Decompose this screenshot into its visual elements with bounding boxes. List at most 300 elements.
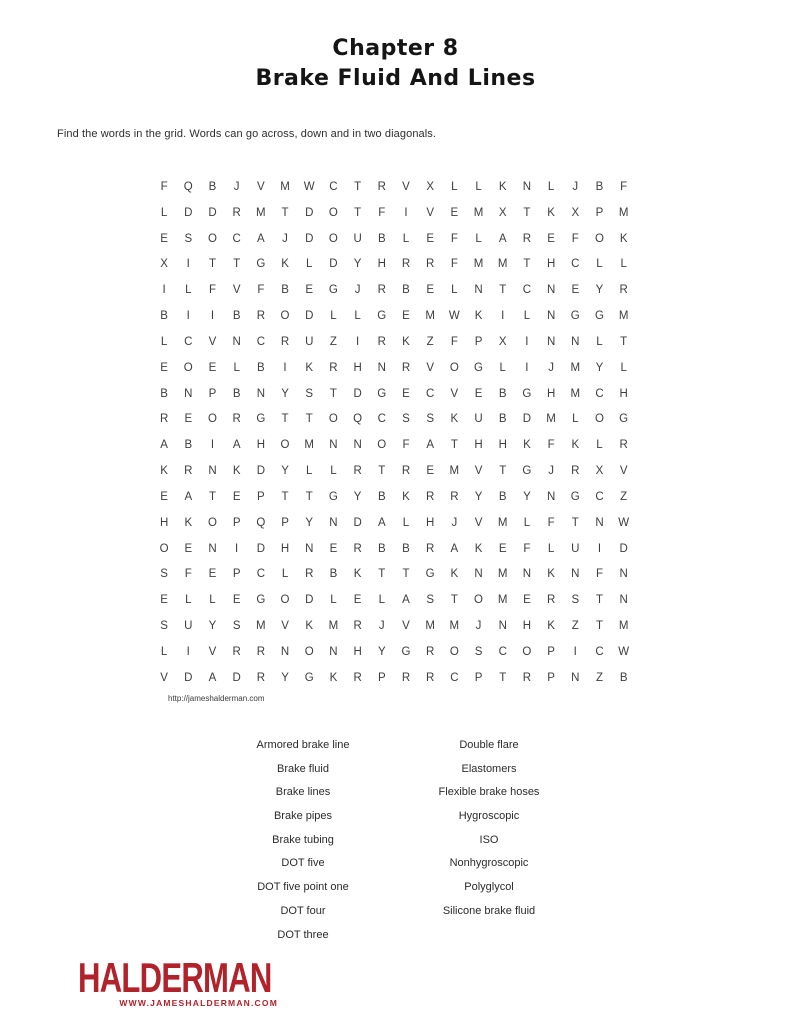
grid-cell: K [329,671,338,684]
grid-cell: C [571,258,580,271]
grid-cell: F [450,335,458,348]
grid-cell: N [256,387,265,400]
grid-cell: N [571,568,580,581]
grid-cell: I [186,645,190,658]
grid-cell: F [523,542,531,555]
grid-cell: G [377,387,387,400]
grid-cell: B [281,284,289,297]
grid-cell: I [355,335,360,348]
word-list-item: Brake pipes [273,810,333,823]
grid-cell: G [328,490,338,503]
grid-cell: N [208,465,217,478]
grid-cell: K [160,465,168,478]
grid-cell: H [159,516,169,529]
grid-cell: O [183,361,193,374]
grid-cell: A [450,542,459,555]
grid-cell: G [256,413,266,426]
grid-cell: R [353,542,362,555]
grid-cell: R [184,465,193,478]
grid-cell: L [402,516,410,529]
grid-cell: J [451,516,458,529]
grid-cell: E [305,284,314,297]
grid-cell: G [522,387,532,400]
grid-cell: L [330,465,337,478]
grid-cell: I [597,542,602,555]
grid-cell: A [498,232,507,245]
grid-cell: R [353,671,362,684]
grid-cell: S [305,387,314,400]
grid-cell: T [499,284,507,297]
grid-cell: K [232,465,241,478]
grid-cell: D [305,232,314,245]
grid-cell: M [280,180,290,193]
grid-cell: Y [595,284,604,297]
grid-cell: P [208,387,217,400]
word-list-item: Double flare [459,739,519,751]
grid-cell: K [498,180,507,193]
grid-cell: N [474,284,483,297]
grid-cell: L [185,284,192,297]
grid-cell: K [571,439,580,452]
grid-cell: O [207,413,217,426]
grid-cell: R [426,490,435,503]
grid-cell: R [522,671,532,684]
grid-cell: M [304,439,315,452]
grid-cell: M [618,206,629,219]
grid-cell: R [377,180,386,193]
grid-cell: Y [523,490,531,503]
grid-cell: Y [353,490,362,503]
grid-cell: D [353,387,362,400]
grid-cell: F [208,284,216,297]
grid-cell: C [522,284,532,297]
grid-cell: J [572,180,579,193]
grid-cell: G [256,594,266,607]
grid-cell: H [498,439,507,452]
grid-cell: A [232,439,241,452]
grid-cell: L [523,516,531,529]
grid-cell: K [450,413,459,426]
grid-cell: S [474,645,483,658]
grid-cell: O [328,206,338,219]
grid-cell: E [450,206,459,219]
grid-cell: X [498,206,507,219]
grid-cell: H [353,361,362,374]
grid-cell: N [522,180,532,193]
grid-cell: C [256,568,265,581]
grid-cell: L [209,594,216,607]
grid-cell: O [377,439,387,452]
grid-cell: J [282,232,288,245]
grid-cell: Y [281,387,289,400]
grid-cell: I [525,335,529,348]
grid-cell: P [232,516,241,529]
grid-cell: N [184,387,193,400]
grid-cell: X [595,465,604,478]
grid-cell: K [547,568,555,581]
grid-cell: V [474,516,483,529]
grid-cell: R [353,465,362,478]
grid-cell: O [280,310,290,323]
grid-cell: Z [426,335,434,348]
grid-cell: N [619,594,628,607]
grid-cell: N [571,335,580,348]
grid-cell: G [377,310,387,323]
grid-cell: O [280,439,290,452]
grid-cell: F [620,180,628,193]
grid-cell: A [257,232,265,245]
grid-cell: X [160,258,168,271]
grid-cell: R [426,258,435,271]
grid-cell: T [378,568,386,581]
grid-cell: R [426,671,435,684]
grid-cell: N [280,645,290,658]
grid-cell: N [571,671,580,684]
grid-cell: R [546,594,556,607]
grid-cell: T [595,594,603,607]
grid-cell: D [329,258,338,271]
grid-cell: T [571,516,579,529]
grid-cell: M [425,619,435,632]
grid-cell: J [354,284,361,297]
grid-cell: N [377,361,386,374]
grid-cell: D [232,671,241,684]
grid-cell: G [474,361,483,374]
word-list-item: Nonhygroscopic [449,857,529,870]
grid-cell: B [160,310,168,323]
grid-cell: E [184,542,193,555]
grid-cell: N [546,310,556,323]
grid-cell: M [449,619,460,632]
grid-cell: U [571,542,580,555]
grid-cell: S [184,232,193,245]
grid-cell: L [523,310,531,323]
grid-cell: R [401,671,411,684]
grid-cell: C [595,490,604,503]
grid-cell: T [499,671,507,684]
logo-text: HALDERMAN [78,954,272,1001]
grid-cell: H [546,387,556,400]
grid-cell: L [160,335,168,348]
grid-cell: H [619,387,628,400]
grid-cell: R [305,568,314,581]
grid-cell: S [160,568,168,581]
grid-cell: L [233,361,240,374]
grid-cell: T [354,206,362,219]
grid-cell: R [159,413,169,426]
grid-cell: V [619,465,628,478]
grid-cell: K [474,310,483,323]
grid-cell: T [305,413,313,426]
grid-cell: M [449,465,460,478]
grid-cell: V [281,619,289,632]
grid-cell: R [619,284,628,297]
word-list-item: Silicone brake fluid [442,904,536,917]
grid-cell: N [329,516,338,529]
grid-cell: E [329,542,338,555]
grid-cell: I [186,258,190,271]
grid-cell: G [570,310,580,323]
grid-cell: M [256,206,266,219]
grid-cell: L [306,465,313,478]
grid-cell: J [378,619,385,632]
grid-cell: V [426,361,434,374]
grid-cell: L [451,284,458,297]
grid-cell: E [160,594,168,607]
grid-cell: E [426,465,434,478]
grid-cell: E [232,490,241,503]
word-list-item: Brake lines [275,786,331,799]
grid-cell: B [377,542,386,555]
grid-cell: P [257,490,265,503]
grid-cell: V [450,387,459,400]
grid-cell: D [256,465,265,478]
grid-cell: R [619,439,628,452]
grid-cell: T [305,490,313,503]
grid-cell: K [305,361,314,374]
grid-cell: I [525,361,529,374]
grid-cell: E [184,413,193,426]
grid-cell: G [256,258,266,271]
grid-cell: S [426,594,434,607]
grid-cell: E [474,387,483,400]
grid-cell: K [305,619,314,632]
grid-cell: B [619,671,628,684]
grid-cell: K [281,258,289,271]
grid-cell: E [402,387,410,400]
grid-cell: P [281,516,289,529]
grid-cell: I [210,310,215,323]
grid-cell: E [353,594,362,607]
grid-cell: O [280,594,290,607]
grid-cell: D [522,413,532,426]
grid-cell: I [283,361,287,374]
grid-cell: I [186,310,190,323]
grid-cell: F [378,206,386,219]
grid-cell: E [571,284,580,297]
grid-cell: O [474,594,483,607]
grid-cell: L [620,258,627,271]
grid-cell: O [449,645,459,658]
grid-cell: N [232,335,241,348]
grid-cell: G [522,465,532,478]
grid-cell: E [208,568,217,581]
grid-cell: R [522,232,532,245]
grid-cell: V [208,645,217,658]
grid-cell: T [402,568,410,581]
grid-cell: P [595,206,604,219]
grid-cell: R [232,645,241,658]
grid-cell: X [498,335,507,348]
grid-cell: R [401,361,411,374]
grid-cell: O [328,413,338,426]
grid-cell: B [232,387,241,400]
grid-cell: L [499,361,506,374]
grid-cell: N [329,439,338,452]
word-list-item: DOT three [277,928,329,941]
grid-cell: T [378,465,386,478]
grid-cell: N [546,490,556,503]
grid-cell: M [546,413,556,426]
grid-cell: B [402,542,410,555]
grid-cell: W [448,310,460,323]
word-list-item: Brake fluid [277,762,329,775]
grid-cell: B [402,284,410,297]
grid-cell: N [546,335,556,348]
grid-cell: L [160,645,168,658]
grid-cell: H [474,439,483,452]
grid-cell: M [425,310,435,323]
grid-cell: L [620,361,627,374]
grid-cell: B [257,361,265,374]
grid-cell: D [305,206,314,219]
grid-cell: R [377,284,386,297]
grid-cell: M [473,258,484,271]
grid-cell: Z [571,619,579,632]
grid-cell: A [377,516,386,529]
grid-cell: R [401,465,411,478]
grid-cell: B [498,490,507,503]
grid-cell: T [499,465,507,478]
grid-cell: F [450,258,458,271]
grid-cell: F [571,232,579,245]
grid-cell: T [523,206,531,219]
grid-cell: I [404,206,408,219]
grid-cell: P [377,671,386,684]
grid-cell: M [618,619,629,632]
grid-cell: G [570,490,580,503]
grid-cell: B [498,387,507,400]
grid-cell: D [184,206,193,219]
grid-cell: A [160,439,168,452]
grid-cell: Y [305,516,314,529]
word-list-item: Elastomers [461,762,517,775]
grid-cell: R [256,645,265,658]
grid-cell: G [425,568,435,581]
grid-cell: E [160,490,168,503]
grid-cell: L [451,180,458,193]
grid-cell: V [232,284,241,297]
grid-cell: L [596,258,603,271]
source-url: http://jameshalderman.com [168,694,265,703]
grid-cell: M [256,619,266,632]
grid-cell: X [426,180,434,193]
grid-cell: K [547,206,555,219]
grid-cell: T [208,490,216,503]
grid-cell: L [378,594,385,607]
grid-cell: T [208,258,216,271]
grid-cell: N [595,516,604,529]
grid-cell: K [547,619,555,632]
grid-cell: D [256,542,265,555]
word-list-item: ISO [479,833,499,846]
grid-cell: U [184,619,193,632]
grid-cell: P [547,671,555,684]
grid-cell: N [305,542,314,555]
grid-cell: R [232,413,241,426]
word-list-item: DOT four [280,904,326,917]
grid-cell: O [594,232,604,245]
grid-cell: I [235,542,239,555]
grid-cell: H [280,542,290,555]
grid-cell: V [402,619,410,632]
grid-cell: R [401,258,411,271]
grid-cell: T [620,335,628,348]
grid-cell: B [184,439,193,452]
grid-cell: N [353,439,362,452]
grid-cell: H [377,258,386,271]
grid-cell: E [523,594,531,607]
grid-cell: F [402,439,410,452]
grid-cell: B [498,413,507,426]
grid-cell: O [594,413,604,426]
grid-cell: S [426,413,434,426]
grid-cell: F [547,439,555,452]
grid-cell: K [402,490,410,503]
grid-cell: F [547,516,555,529]
grid-cell: C [595,645,604,658]
grid-cell: C [498,645,507,658]
grid-cell: O [159,542,169,555]
grid-cell: E [160,232,168,245]
grid-cell: R [329,361,338,374]
grid-cell: L [475,180,482,193]
grid-cell: E [402,310,410,323]
grid-cell: R [232,206,241,219]
grid-cell: L [330,594,337,607]
grid-cell: D [305,594,314,607]
grid-cell: Z [620,490,628,503]
word-list-item: DOT five point one [257,881,349,894]
grid-cell: D [305,310,314,323]
grid-cell: N [474,568,483,581]
grid-cell: M [497,258,508,271]
grid-cell: A [208,671,217,684]
grid-cell: T [595,619,603,632]
grid-cell: F [257,284,265,297]
grid-cell: D [619,542,628,555]
grid-cell: S [232,619,241,632]
word-list-right [379,734,599,924]
word-list-item: DOT five [281,857,325,870]
grid-cell: U [474,413,483,426]
grid-cell: C [184,335,193,348]
grid-cell: U [353,232,362,245]
grid-cell: T [450,439,458,452]
grid-cell: K [450,568,459,581]
grid-cell: P [474,335,483,348]
grid-cell: O [207,232,217,245]
grid-cell: G [304,671,314,684]
grid-cell: L [185,594,192,607]
grid-cell: U [305,335,314,348]
word-list-item: Flexible brake hoses [438,786,540,799]
grid-cell: I [210,439,215,452]
grid-cell: B [377,232,386,245]
grid-cell: L [281,568,289,581]
grid-cell: L [306,258,313,271]
word-list-item: Polyglycol [464,881,514,894]
grid-cell: C [232,232,241,245]
chapter-title: Chapter 8 [332,36,459,61]
grid-cell: O [207,516,217,529]
grid-cell: M [328,619,339,632]
grid-cell: L [330,310,337,323]
grid-cell: L [572,413,579,426]
grid-cell: F [450,232,458,245]
grid-cell: B [329,568,338,581]
grid-cell: K [353,568,362,581]
